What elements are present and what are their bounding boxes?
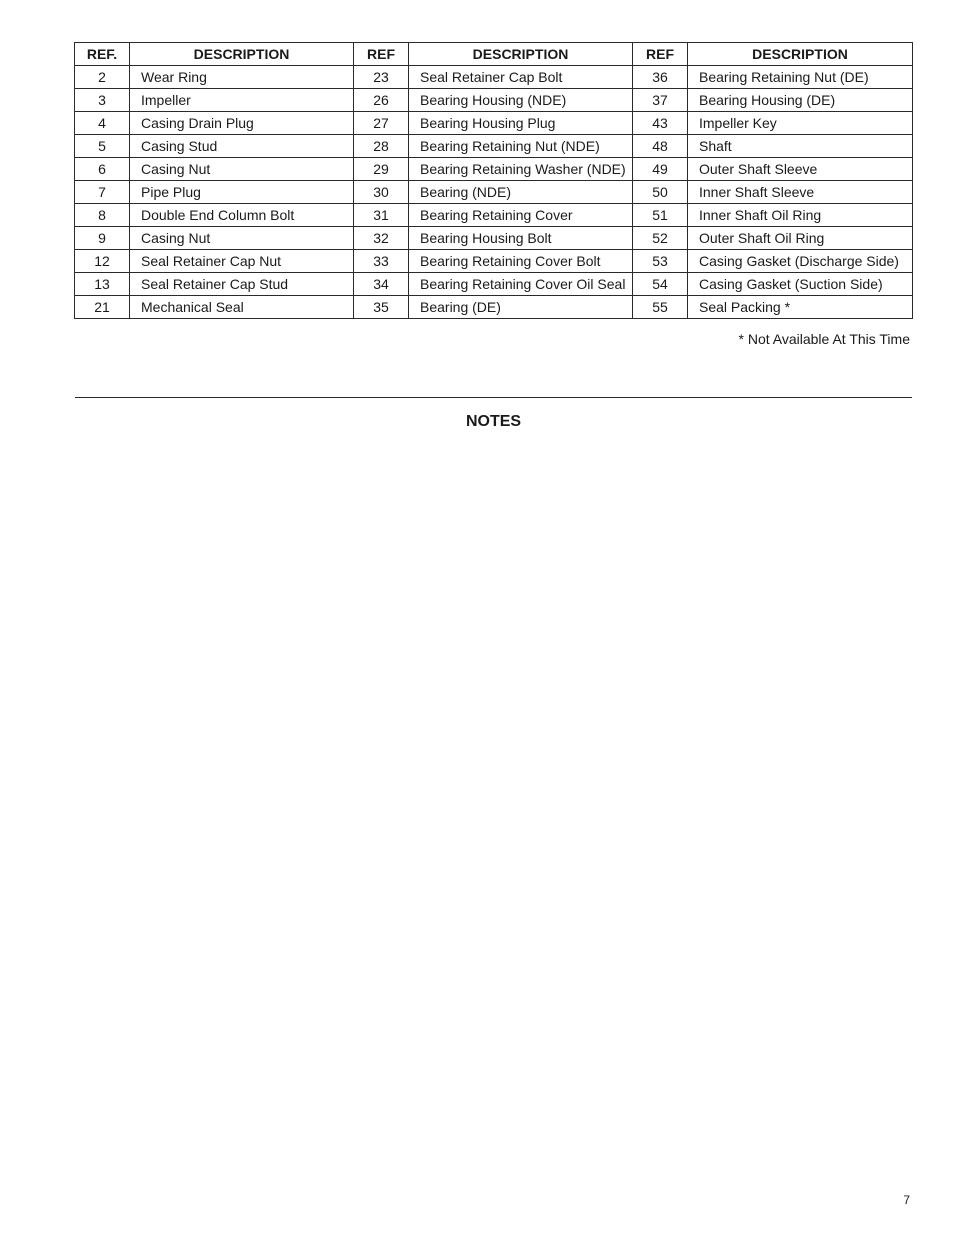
- table-row: [75, 273, 913, 296]
- description-cell: Seal Retainer Cap Bolt: [409, 66, 633, 89]
- ref-cell: 13: [75, 273, 130, 296]
- description-cell: Casing Gasket (Discharge Side): [688, 250, 913, 273]
- ref-cell: 48: [633, 135, 688, 158]
- ref-cell: 49: [633, 158, 688, 181]
- description-cell: Bearing Housing (DE): [688, 89, 913, 112]
- ref-cell: 34: [354, 273, 409, 296]
- ref-cell: 7: [75, 181, 130, 204]
- ref-cell: 12: [75, 250, 130, 273]
- ref-cell: 9: [75, 227, 130, 250]
- description-cell: Bearing (NDE): [409, 181, 633, 204]
- ref-cell: 52: [633, 227, 688, 250]
- ref-cell: 5: [75, 135, 130, 158]
- description-cell: Double End Column Bolt: [130, 204, 354, 227]
- ref-header: REF.: [75, 43, 130, 66]
- ref-cell: 51: [633, 204, 688, 227]
- description-cell: Impeller: [130, 89, 354, 112]
- ref-cell: 36: [633, 66, 688, 89]
- description-cell: Bearing Retaining Nut (DE): [688, 66, 913, 89]
- description-cell: Mechanical Seal: [130, 296, 354, 319]
- description-cell: Bearing Retaining Cover Oil Seal: [409, 273, 633, 296]
- description-cell: Casing Drain Plug: [130, 112, 354, 135]
- section-divider: [75, 397, 912, 398]
- footnote: * Not Available At This Time: [738, 331, 910, 347]
- description-cell: Bearing Retaining Washer (NDE): [409, 158, 633, 181]
- table-row: [75, 135, 913, 158]
- description-cell: Shaft: [688, 135, 913, 158]
- ref-cell: 26: [354, 89, 409, 112]
- description-cell: Bearing Housing Bolt: [409, 227, 633, 250]
- table-header-row: [75, 43, 913, 66]
- ref-cell: 6: [75, 158, 130, 181]
- ref-cell: 28: [354, 135, 409, 158]
- table-row: [75, 112, 913, 135]
- parts-table-body: [75, 66, 913, 319]
- ref-cell: 53: [633, 250, 688, 273]
- description-cell: Seal Retainer Cap Stud: [130, 273, 354, 296]
- table-row: [75, 250, 913, 273]
- description-cell: Pipe Plug: [130, 181, 354, 204]
- description-cell: Casing Nut: [130, 158, 354, 181]
- table-row: [75, 158, 913, 181]
- ref-cell: 29: [354, 158, 409, 181]
- description-cell: Wear Ring: [130, 66, 354, 89]
- description-cell: Inner Shaft Sleeve: [688, 181, 913, 204]
- description-cell: Outer Shaft Oil Ring: [688, 227, 913, 250]
- ref-cell: 55: [633, 296, 688, 319]
- ref-cell: 37: [633, 89, 688, 112]
- description-cell: Bearing Retaining Cover Bolt: [409, 250, 633, 273]
- table-row: [75, 66, 913, 89]
- parts-table: [74, 42, 913, 319]
- ref-cell: 2: [75, 66, 130, 89]
- description-cell: Bearing Retaining Cover: [409, 204, 633, 227]
- description-cell: Seal Retainer Cap Nut: [130, 250, 354, 273]
- ref-cell: 4: [75, 112, 130, 135]
- description-header: DESCRIPTION: [688, 43, 913, 66]
- ref-cell: 43: [633, 112, 688, 135]
- description-cell: Seal Packing *: [688, 296, 913, 319]
- description-cell: Bearing (DE): [409, 296, 633, 319]
- ref-cell: 35: [354, 296, 409, 319]
- ref-cell: 27: [354, 112, 409, 135]
- ref-cell: 33: [354, 250, 409, 273]
- ref-cell: 3: [75, 89, 130, 112]
- table-row: [75, 181, 913, 204]
- table-row: [75, 89, 913, 112]
- description-header: DESCRIPTION: [130, 43, 354, 66]
- description-cell: Casing Nut: [130, 227, 354, 250]
- description-cell: Inner Shaft Oil Ring: [688, 204, 913, 227]
- notes-title: NOTES: [465, 413, 522, 430]
- ref-cell: 30: [354, 181, 409, 204]
- ref-cell: 32: [354, 227, 409, 250]
- description-cell: Casing Stud: [130, 135, 354, 158]
- description-cell: Impeller Key: [688, 112, 913, 135]
- description-cell: Bearing Housing Plug: [409, 112, 633, 135]
- ref-header: REF: [354, 43, 409, 66]
- table-row: [75, 227, 913, 250]
- description-cell: Bearing Housing (NDE): [409, 89, 633, 112]
- description-cell: Bearing Retaining Nut (NDE): [409, 135, 633, 158]
- page-number: 7: [903, 1193, 910, 1207]
- ref-cell: 31: [354, 204, 409, 227]
- ref-cell: 8: [75, 204, 130, 227]
- ref-header: REF: [633, 43, 688, 66]
- table-row: [75, 204, 913, 227]
- description-header: DESCRIPTION: [409, 43, 633, 66]
- description-cell: Outer Shaft Sleeve: [688, 158, 913, 181]
- ref-cell: 21: [75, 296, 130, 319]
- ref-cell: 54: [633, 273, 688, 296]
- ref-cell: 23: [354, 66, 409, 89]
- description-cell: Casing Gasket (Suction Side): [688, 273, 913, 296]
- table-row: [75, 296, 913, 319]
- ref-cell: 50: [633, 181, 688, 204]
